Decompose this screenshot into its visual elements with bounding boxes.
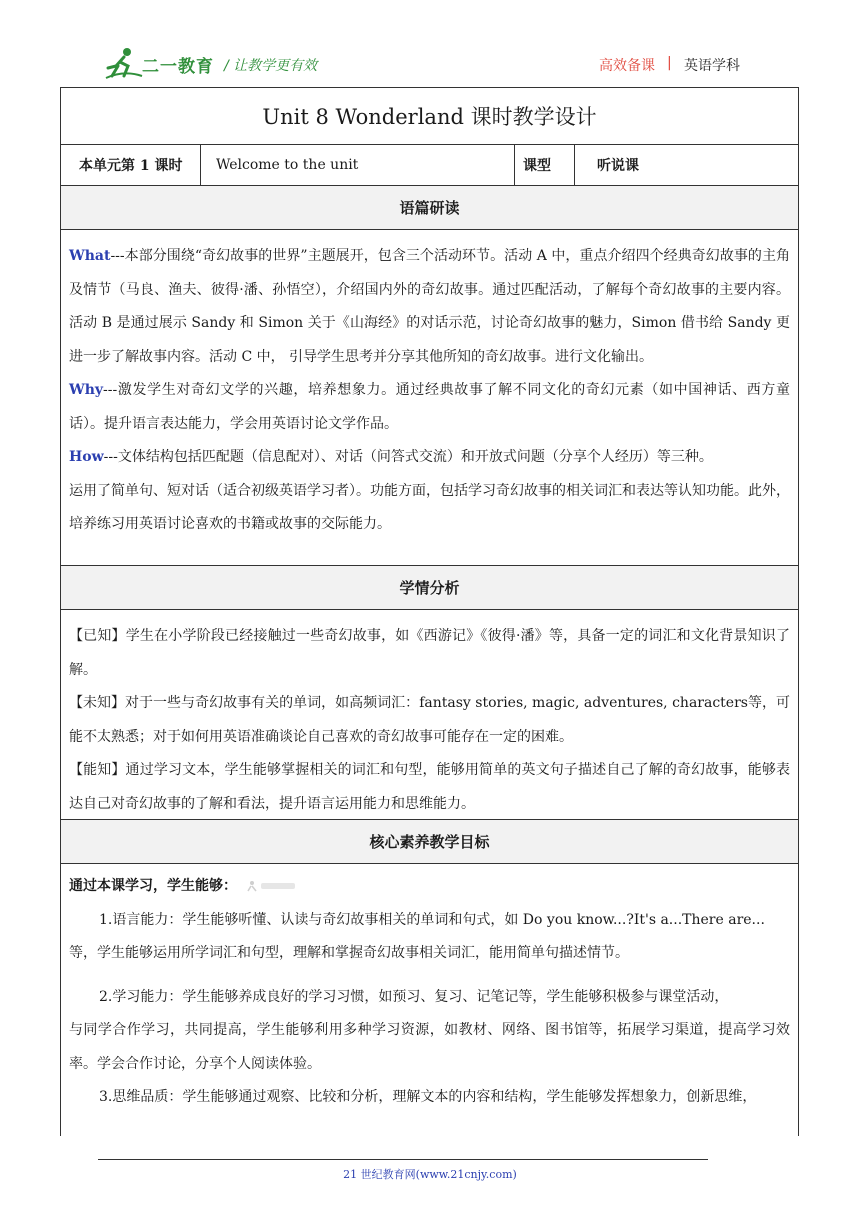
goal-3-line-a: 3.思维品质：学生能够通过观察、比较和分析，理解文本的内容和结构，学生能够发挥想象力，创新思维， [99, 1089, 757, 1105]
lesson-topic: Welcome to the unit [201, 145, 515, 185]
goals-intro-line [69, 870, 790, 904]
section-heading-core-goals: 核心素养教学目标 [61, 820, 798, 864]
student-analysis-content [61, 610, 798, 820]
header-separator: | [667, 55, 672, 71]
subject-label: 英语学科 [684, 58, 740, 74]
core-goals-content [61, 864, 798, 1121]
how-text: ---文体结构包括匹配题（信息配对）、对话（问答式交流）和开放式问题（分享个人经历）等三种。 [103, 449, 713, 465]
why-text: ---激发学生对奇幻文学的兴趣，培养想象力。通过经典故事了解不同文化的奇幻元素（如中国神话、西方童话）。提升语言表达能力，学会用英语讨论文学作品。 [69, 382, 790, 432]
section-heading-student-analysis: 学情分析 [61, 566, 798, 610]
lesson-plan-table [60, 87, 799, 1136]
why-label: Why [69, 382, 104, 398]
type-label: 课型 [515, 145, 575, 185]
goal-1-line-a: 1.语言能力：学生能够听懂、认读与奇幻故事相关的单词和句式，如 Do you know...?It's a...There are... [99, 911, 765, 928]
watermark-logo-icon [247, 879, 299, 893]
how-paragraph [69, 441, 790, 475]
document-title: Unit 8 Wonderland 课时教学设计 [61, 88, 798, 145]
how-paragraph-2: 运用了简单句、短对话（适合初级英语学习者）。功能方面，包括学习奇幻故事的相关词汇和表达等认知功能。此外，培养练习用英语讨论喜欢的书籍或故事的交际能力。 [69, 482, 790, 532]
unknown-paragraph: 【未知】对于一些与奇幻故事有关的单词，如高频词汇：fantasy stories, magic, adventures, characters等，可能不太熟悉；对于如何用英语准确谈论自己喜欢的奇幻故事可能存在一定的困难。 [69, 695, 790, 745]
page-header [0, 0, 860, 86]
logo [104, 46, 216, 80]
goal-2-line-a: 2.学习能力：学生能够养成良好的学习习惯，如预习、复习、记笔记等，学生能够积极参与课堂活动， [99, 988, 729, 1005]
known-paragraph: 【已知】学生在小学阶段已经接触过一些奇幻故事，如《西游记》《彼得·潘》等，具备一定的词汇和文化背景知识了解。 [69, 628, 790, 678]
text-study-content [61, 230, 798, 566]
lesson-info-row [61, 145, 798, 186]
lesson-label: 本单元第 1 课时 [61, 145, 201, 185]
what-text: ---本部分围绕“奇幻故事的世界”主题展开，包含三个活动环节。活动 A 中，重点介绍四个经典奇幻故事的主角及情节（马良、渔夫、彼得·潘、孙悟空），介绍国内外的奇幻故事。通过匹配活动，了解每个奇幻故事的主要内容。活动 B 是通过展示 Sandy 和 Simon 关于《山海经》的对话示范，讨论奇幻故事的魅力，Simon 借书给 Sandy 更进一步了解故事内容。活动 C 中， 引导学生思考并分享其他所知的奇幻故事。进行文化输出。 [69, 248, 790, 365]
how-label: How [69, 449, 104, 465]
goals-intro: 通过本课学习，学生能够： [69, 878, 237, 894]
what-label: What [69, 248, 111, 264]
goal-1-line-b: 等，学生能够运用所学词汇和句型，理解和掌握奇幻故事相关词汇，能用简单句描述情节。 [69, 945, 629, 961]
goal-2-line-b: 与同学合作学习，共同提高，学生能够利用多种学习资源，如教材、网络、图书馆等，拓展学习渠道，提高学习效率。学会合作讨论，分享个人阅读体验。 [69, 1022, 790, 1072]
why-paragraph [69, 374, 790, 441]
footer-divider [98, 1159, 708, 1160]
able-paragraph: 【能知】通过学习文本，学生能够掌握相关的词汇和句型，能够用简单的英文句子描述自己了解的奇幻故事，能够表达自己对奇幻故事的了解和看法，提升语言运用能力和思维能力。 [69, 762, 790, 812]
runner-logo-icon [104, 46, 144, 80]
what-paragraph [69, 240, 790, 374]
footer-text: 21 世纪教育网(www.21cnjy.com) [343, 1168, 517, 1181]
slogan: / 让教学更有效 [224, 58, 318, 74]
type-value: 听说课 [597, 158, 639, 174]
prep-label: 高效备课 [599, 58, 655, 74]
logo-text: 二一教育 [142, 57, 214, 77]
section-heading-text-study: 语篇研读 [61, 186, 798, 230]
